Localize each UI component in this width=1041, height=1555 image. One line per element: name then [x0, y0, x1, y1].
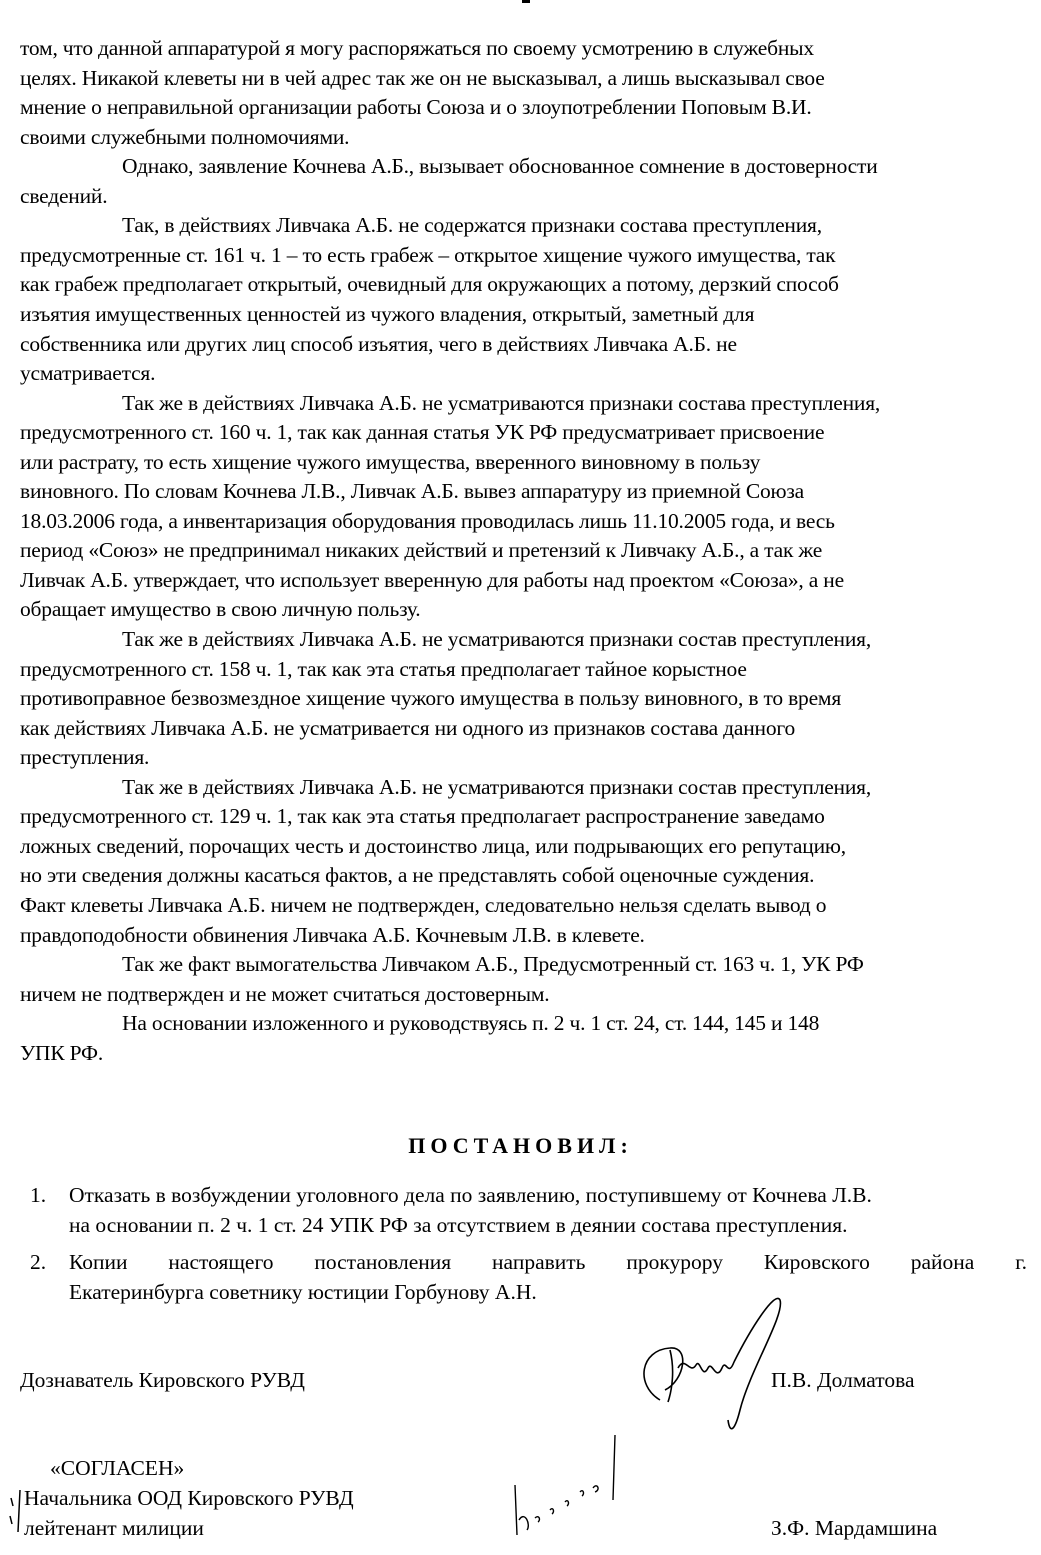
officer-title: Дознаватель Кировского РУВД — [20, 1368, 305, 1392]
item-number: 2. — [30, 1250, 47, 1274]
body-line: мнение о неправильной организации работы Союза и о злоупотреблении Поповым В.И. — [20, 95, 812, 120]
body-line: виновного. По словам Кочнева Л.В., Ливчак А.Б. вывез аппаратуру из приемной Союза — [20, 479, 805, 504]
approver-name: З.Ф. Мардамшина — [771, 1516, 938, 1540]
body-line: Так же в действиях Ливчака А.Б. не усматриваются признаки состав преступления, — [122, 627, 872, 651]
item-text-line: Копии настоящего постановления направить прокурору Кировского района г. — [69, 1250, 1027, 1274]
officer-name: П.В. Долматова — [771, 1368, 915, 1392]
body-line: Так, в действиях Ливчака А.Б. не содержатся признаки состава преступления, — [122, 213, 822, 238]
body-line: собственника или других лиц способ изъятия, чего в действиях Ливчака А.Б. не — [20, 331, 737, 356]
approver-rank: лейтенант милиции — [24, 1516, 204, 1540]
body-line: или растрату, то есть хищение чужого имущества, вверенного виновному в пользу — [20, 449, 761, 474]
body-line: как действиях Ливчака А.Б. не усматривается ни одного из признаков состава данного — [20, 715, 796, 740]
body-line: изъятия имущественных ценностей из чужого владения, открытый, заметный для — [20, 301, 755, 326]
body-line: предусмотренного ст. 158 ч. 1, так как эта статья предполагает тайное корыстное — [20, 656, 747, 681]
resolution-item-2 — [30, 1247, 1027, 1307]
body-line: ложных сведений, порочащих честь и достоинство лица, или подрывающих его репутацию, — [20, 833, 846, 858]
body-line: Так же факт вымогательства Ливчаком А.Б., Предусмотренный ст. 163 ч. 1, УК РФ — [122, 952, 864, 977]
body-line: УПК РФ. — [20, 1040, 104, 1065]
body-line: обращает имущество в свою личную пользу. — [20, 597, 421, 622]
body-line: Факт клеветы Ливчака А.Б. ничем не подтвержден, следовательно нельзя сделать вывод о — [20, 892, 827, 917]
item-text-line: на основании п. 2 ч. 1 ст. 24 УПК РФ за отсутствием в деянии состава преступления. — [69, 1213, 848, 1237]
body-line: правдоподобности обвинения Ливчака А.Б. Кочневым Л.В. в клевете. — [20, 922, 645, 947]
page-number-fragment — [522, 0, 530, 3]
body-line: Однако, заявление Кочнева А.Б., вызывает обоснованное сомнение в достоверности — [122, 154, 878, 179]
body-line: противоправное безвозмездное хищение чужого имущества в пользу виновного, в то время — [20, 686, 842, 711]
body-line: На основании изложенного и руководствуясь п. 2 ч. 1 ст. 24, ст. 144, 145 и 148 — [122, 1011, 820, 1036]
body-line: период «Союз» не предпринимал никаких действий и претензий к Ливчаку А.Б., а так же — [20, 538, 823, 563]
body-line: Так же в действиях Ливчака А.Б. не усматриваются признаки состава преступления, — [122, 390, 881, 415]
body-line: предусмотренные ст. 161 ч. 1 – то есть грабеж – открытое хищение чужого имущества, так — [20, 242, 836, 267]
body-line: своими служебными полномочиями. — [20, 124, 350, 149]
margin-mark — [6, 1486, 26, 1536]
body-line: но эти сведения должны касаться фактов, а не представлять собой оценочные суждения. — [20, 863, 815, 888]
approver-signature — [505, 1430, 625, 1540]
approval-label: «СОГЛАСЕН» — [50, 1456, 185, 1480]
body-line: сведений. — [20, 183, 108, 208]
body-line: том, что данной аппаратурой я могу распоряжаться по своему усмотрению в служебных — [20, 36, 814, 60]
body-line: 18.03.2006 года, а инвентаризация оборудования проводилась лишь 11.10.2005 года, и весь — [20, 508, 835, 533]
body-line: Ливчак А.Б. утверждает, что использует вверенную для работы над проектом «Союза», а не — [20, 567, 844, 592]
officer-signature — [630, 1290, 790, 1440]
body-line: целях. Никакой клеветы ни в чей адрес так же он не высказывал, а лишь высказывал свое — [20, 65, 825, 90]
approver-title: Начальника ООД Кировского РУВД — [24, 1486, 354, 1510]
resolution-heading: ПОСТАНОВИЛ: — [408, 1133, 633, 1158]
body-line: преступления. — [20, 745, 150, 770]
body-line: Так же в действиях Ливчака А.Б. не усматриваются признаки состав преступления, — [122, 774, 872, 799]
body-line: как грабеж предполагает открытый, очевидный для окружающих а потому, дерзкий способ — [20, 272, 839, 297]
body-line: предусмотренного ст. 160 ч. 1, так как данная статья УК РФ предусматривает присвоение — [20, 420, 825, 445]
body-line: ничем не подтвержден и не может считаться достоверным. — [20, 981, 550, 1006]
body-line: усматривается. — [20, 361, 156, 386]
item-text-line: Екатеринбурга советнику юстиции Горбунову А.Н. — [69, 1280, 537, 1304]
item-text-line: Отказать в возбуждении уголовного дела по заявлению, поступившему от Кочнева Л.В. — [69, 1183, 872, 1207]
resolution-item-1 — [30, 1180, 1027, 1240]
item-number: 1. — [30, 1183, 47, 1207]
body-line: предусмотренного ст. 129 ч. 1, так как эта статья предполагает распространение заведамо — [20, 804, 825, 829]
